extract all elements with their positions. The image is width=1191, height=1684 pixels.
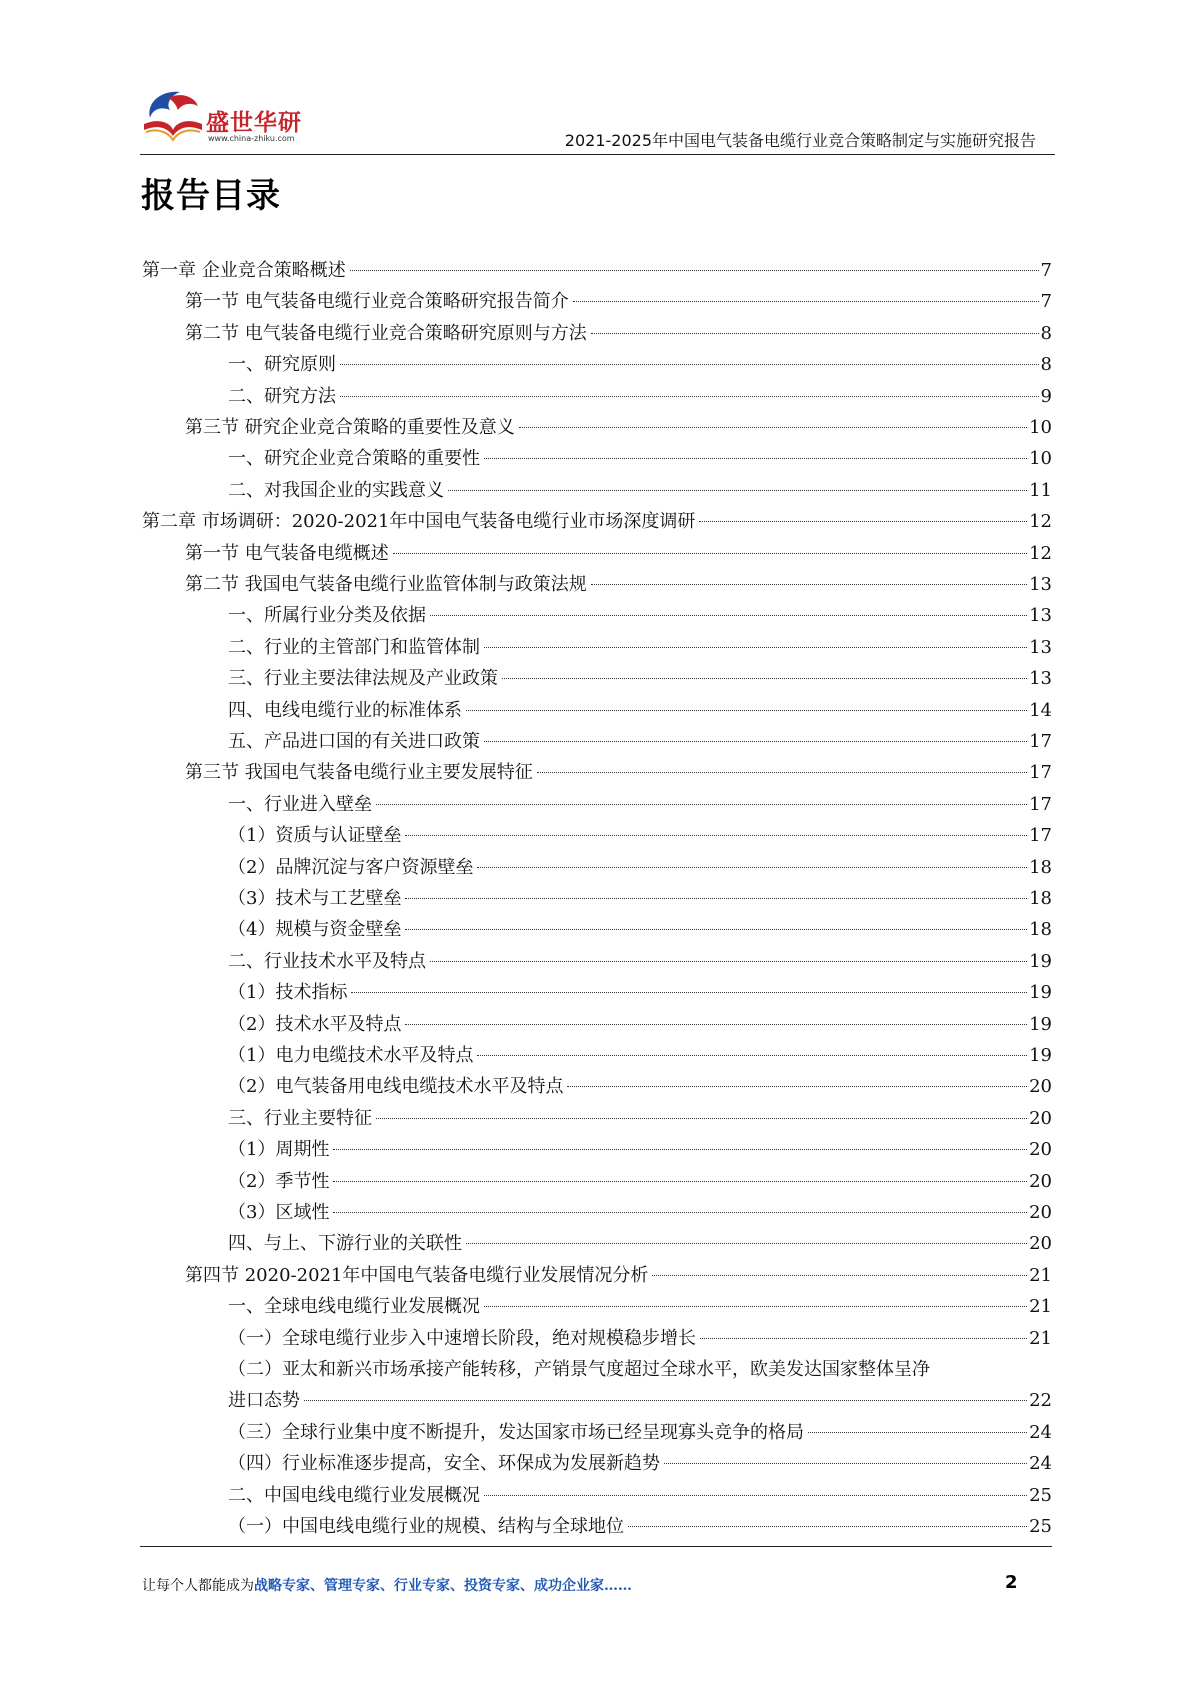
toc-entry-page: 10	[1029, 417, 1052, 438]
toc-entry[interactable]	[228, 1075, 1052, 1099]
toc-entry-label: （3）区域性	[228, 1202, 330, 1223]
toc-entry-page: 7	[1040, 260, 1052, 281]
toc-entry[interactable]	[228, 824, 1052, 848]
toc-entry-label: （一）全球电缆行业步入中速增长阶段，绝对规模稳步增长	[228, 1327, 696, 1349]
toc-entry[interactable]	[228, 856, 1052, 880]
toc-dot-leader	[628, 1526, 1027, 1527]
toc-entry[interactable]	[185, 542, 1052, 566]
toc-entry-label: 一、研究企业竞合策略的重要性	[228, 448, 480, 470]
toc-dot-leader	[350, 270, 1039, 271]
toc-dot-leader	[484, 741, 1027, 742]
toc-entry[interactable]	[185, 1264, 1052, 1288]
toc-entry[interactable]	[228, 1452, 1052, 1476]
toc-entry-page: 10	[1029, 448, 1052, 470]
toc-entry-page: 14	[1029, 699, 1052, 721]
toc-entry-label: 二、行业的主管部门和监管体制	[228, 636, 480, 658]
toc-entry-label: （二）亚太和新兴市场承接产能转移，产销景气度超过全球水平，欧美发达国家整体呈净	[228, 1359, 930, 1380]
toc-dot-leader	[591, 584, 1027, 585]
toc-entry[interactable]	[228, 730, 1052, 754]
toc-entry[interactable]	[228, 1327, 1052, 1351]
toc-entry-label: 第一节 电气装备电缆概述	[185, 542, 389, 564]
toc-entry[interactable]	[228, 1044, 1052, 1068]
toc-dot-leader	[567, 1086, 1027, 1087]
toc-entry-page: 24	[1029, 1421, 1052, 1443]
toc-dot-leader	[699, 521, 1027, 522]
footer-divider	[140, 1546, 1052, 1547]
toc-entry[interactable]	[228, 1421, 1052, 1445]
toc-dot-leader	[430, 961, 1027, 962]
toc-entry[interactable]	[185, 761, 1052, 785]
toc-entry-page: 21	[1029, 1327, 1052, 1349]
toc-entry-label: 第二节 电气装备电缆行业竞合策略研究原则与方法	[185, 322, 587, 344]
toc-entry-page: 11	[1029, 479, 1052, 501]
toc-entry[interactable]	[228, 918, 1052, 942]
toc-entry[interactable]	[228, 1389, 1052, 1413]
toc-entry-label: （2）季节性	[228, 1170, 330, 1192]
toc-entry-page: 20	[1029, 1233, 1052, 1255]
toc-entry[interactable]	[228, 1013, 1052, 1037]
toc-entry-page: 24	[1029, 1453, 1052, 1475]
toc-entry[interactable]	[228, 1295, 1052, 1319]
toc-entry-label: （3）技术与工艺壁垒	[228, 888, 402, 909]
toc-entry-page: 21	[1029, 1264, 1052, 1286]
toc-entry[interactable]	[228, 887, 1052, 911]
toc-entry-page: 17	[1029, 825, 1052, 847]
toc-dot-leader	[502, 678, 1027, 679]
toc-entry[interactable]	[185, 322, 1052, 346]
toc-entry[interactable]	[228, 479, 1052, 503]
toc-entry-page: 17	[1029, 762, 1052, 784]
page-title: 报告目录	[141, 176, 281, 216]
page-number: 2	[1005, 1572, 1018, 1593]
logo-url: www.china-zhiku.com	[208, 134, 295, 143]
toc-entry-page: 13	[1029, 605, 1052, 627]
toc-entry-label: （1）周期性	[228, 1139, 330, 1161]
toc-entry-label: 一、行业进入壁垒	[228, 793, 372, 815]
toc-entry-label: 二、中国电线电缆行业发展概况	[228, 1484, 480, 1506]
toc-entry[interactable]	[142, 259, 1052, 283]
toc-entry[interactable]	[228, 1201, 1052, 1225]
toc-entry-page: 19	[1029, 982, 1052, 1004]
toc-entry-label: 四、电线电缆行业的标准体系	[228, 699, 462, 721]
toc-entry-page: 19	[1029, 1013, 1052, 1035]
toc-entry-page: 13	[1029, 636, 1052, 658]
toc-dot-leader	[466, 710, 1027, 711]
toc-entry-page: 18	[1029, 856, 1052, 878]
toc-dot-leader	[477, 1055, 1027, 1056]
toc-dot-leader	[484, 1306, 1027, 1307]
toc-dot-leader	[484, 458, 1027, 459]
toc-entry-page: 9	[1040, 385, 1052, 407]
toc-entry-page: 13	[1029, 668, 1052, 690]
toc-entry[interactable]	[185, 416, 1052, 440]
toc-entry-label: （1）资质与认证壁垒	[228, 825, 402, 847]
toc-entry-page: 20	[1029, 1076, 1052, 1098]
toc-entry-label: （四）行业标准逐步提高，安全、环保成为发展新趋势	[228, 1453, 660, 1475]
toc-entry-label: 第四节 2020-2021年中国电气装备电缆行业发展情况分析	[185, 1264, 649, 1286]
toc-entry-page: 25	[1029, 1484, 1052, 1506]
toc-entry-page: 12	[1029, 511, 1052, 533]
toc-dot-leader	[573, 301, 1039, 302]
toc-entry-page: 20	[1029, 1107, 1052, 1129]
logo-text: 盛世华研	[206, 110, 302, 136]
toc-entry-page: 13	[1029, 574, 1052, 595]
toc-dot-leader	[484, 647, 1027, 648]
toc-entry[interactable]	[228, 1484, 1052, 1508]
logo-emblem-icon	[140, 84, 206, 144]
toc-entry-label: 二、对我国企业的实践意义	[228, 479, 444, 501]
toc-entry-label: （2）电气装备用电线电缆技术水平及特点	[228, 1076, 564, 1098]
toc-entry-label: 第二节 我国电气装备电缆行业监管体制与政策法规	[185, 574, 587, 595]
toc-entry-page: 22	[1029, 1390, 1052, 1412]
toc-dot-leader	[591, 333, 1039, 334]
toc-entry-label: 五、产品进口国的有关进口政策	[228, 731, 480, 752]
toc-entry-label: 第三节 我国电气装备电缆行业主要发展特征	[185, 762, 533, 784]
toc-entry-page: 8	[1040, 354, 1052, 376]
toc-entry[interactable]	[142, 510, 1052, 534]
toc-entry[interactable]	[228, 1107, 1052, 1131]
toc-entry[interactable]	[228, 1515, 1052, 1539]
toc-entry-page: 7	[1040, 291, 1052, 313]
toc-entry-label: 第一节 电气装备电缆行业竞合策略研究报告简介	[185, 291, 569, 313]
toc-dot-leader	[304, 1400, 1027, 1401]
header-divider	[140, 154, 1055, 155]
toc-entry-label: 四、与上、下游行业的关联性	[228, 1233, 462, 1255]
footer-slogan-prefix: 让每个人都能成为	[142, 1578, 254, 1594]
toc-entry[interactable]	[228, 667, 1052, 691]
toc-entry-label: （2）品牌沉淀与客户资源壁垒	[228, 856, 474, 878]
toc-entry-label: （一）中国电线电缆行业的规模、结构与全球地位	[228, 1516, 624, 1537]
toc-dot-leader	[405, 898, 1027, 899]
toc-entry-page: 8	[1040, 322, 1052, 344]
toc-entry[interactable]	[228, 950, 1052, 974]
toc-entry-label: 第三节 研究企业竞合策略的重要性及意义	[185, 417, 515, 438]
toc-entry-label: 一、研究原则	[228, 354, 336, 376]
toc-entry[interactable]	[228, 981, 1052, 1005]
toc-entry[interactable]	[228, 636, 1052, 660]
toc-dot-leader	[405, 1024, 1027, 1025]
toc-entry-label: （4）规模与资金壁垒	[228, 919, 402, 941]
toc-entry-page: 17	[1029, 731, 1052, 752]
toc-entry-label: 一、全球电线电缆行业发展概况	[228, 1296, 480, 1318]
toc-dot-leader	[519, 427, 1027, 428]
toc-dot-leader	[393, 553, 1027, 554]
toc-entry-label: 二、研究方法	[228, 385, 336, 407]
report-title: 2021-2025年中国电气装备电缆行业竞合策略制定与实施研究报告	[564, 131, 1036, 150]
toc-entry-page: 25	[1029, 1516, 1052, 1537]
toc-dot-leader	[664, 1463, 1027, 1464]
toc-entry-page: 17	[1029, 793, 1052, 815]
toc-entry-page: 20	[1029, 1139, 1052, 1161]
toc-dot-leader	[537, 772, 1027, 773]
toc-entry[interactable]	[228, 1138, 1052, 1162]
toc-entry[interactable]	[228, 447, 1052, 471]
toc-dot-leader	[333, 1149, 1027, 1150]
toc-dot-leader	[376, 804, 1027, 805]
toc-entry[interactable]	[228, 385, 1052, 409]
toc-entry[interactable]	[228, 793, 1052, 817]
toc-entry-page: 20	[1029, 1170, 1052, 1192]
toc-entry-label: 第一章 企业竞合策略概述	[142, 260, 346, 281]
toc-dot-leader	[808, 1432, 1027, 1433]
toc-entry[interactable]	[228, 1232, 1052, 1256]
toc-dot-leader	[333, 1212, 1027, 1213]
toc-entry-label: 进口态势	[228, 1390, 300, 1412]
toc-entry-label: 三、行业主要法律法规及产业政策	[228, 668, 498, 690]
toc-entry-page: 19	[1029, 1045, 1052, 1066]
toc-entry[interactable]	[185, 290, 1052, 314]
toc-dot-leader	[351, 992, 1027, 993]
company-logo	[140, 84, 320, 144]
toc-dot-leader	[340, 364, 1039, 365]
toc-entry-label: 一、所属行业分类及依据	[228, 605, 426, 627]
toc-entry-label: （三）全球行业集中度不断提升，发达国家市场已经呈现寡头竞争的格局	[228, 1421, 804, 1443]
toc-entry-label: （1）技术指标	[228, 982, 348, 1004]
footer-slogan-highlight: 战略专家、管理专家、行业专家、投资专家、成功企业家……	[254, 1578, 632, 1594]
toc-dot-leader	[430, 615, 1027, 616]
toc-entry[interactable]	[228, 1170, 1052, 1194]
toc-entry[interactable]	[228, 353, 1052, 377]
toc-entry-page: 18	[1029, 919, 1052, 941]
toc-dot-leader	[405, 929, 1027, 930]
toc-dot-leader	[700, 1338, 1027, 1339]
toc-entry-label: （1）电力电缆技术水平及特点	[228, 1045, 474, 1066]
toc-dot-leader	[652, 1275, 1027, 1276]
toc-dot-leader	[405, 835, 1027, 836]
toc-dot-leader	[333, 1181, 1027, 1182]
toc-entry[interactable]	[228, 604, 1052, 628]
toc-dot-leader	[448, 490, 1027, 491]
toc-entry-page: 18	[1029, 888, 1052, 909]
toc-entry[interactable]	[185, 573, 1052, 597]
toc-entry-page: 20	[1029, 1202, 1052, 1223]
toc-entry-label: （2）技术水平及特点	[228, 1013, 402, 1035]
toc-entry-label: 二、行业技术水平及特点	[228, 950, 426, 972]
toc-entry-label: 第二章 市场调研：2020-2021年中国电气装备电缆行业市场深度调研	[142, 511, 696, 533]
footer-slogan	[142, 1575, 632, 1595]
toc-dot-leader	[484, 1495, 1027, 1496]
toc-dot-leader	[466, 1243, 1027, 1244]
toc-entry-page: 21	[1029, 1296, 1052, 1318]
toc-entry-label: 三、行业主要特征	[228, 1107, 372, 1129]
toc-dot-leader	[477, 867, 1027, 868]
toc-entry-page: 19	[1029, 950, 1052, 972]
toc-dot-leader	[340, 396, 1039, 397]
toc-entry[interactable]	[228, 699, 1052, 723]
toc-dot-leader	[376, 1118, 1027, 1119]
toc-entry-page: 12	[1029, 542, 1052, 564]
